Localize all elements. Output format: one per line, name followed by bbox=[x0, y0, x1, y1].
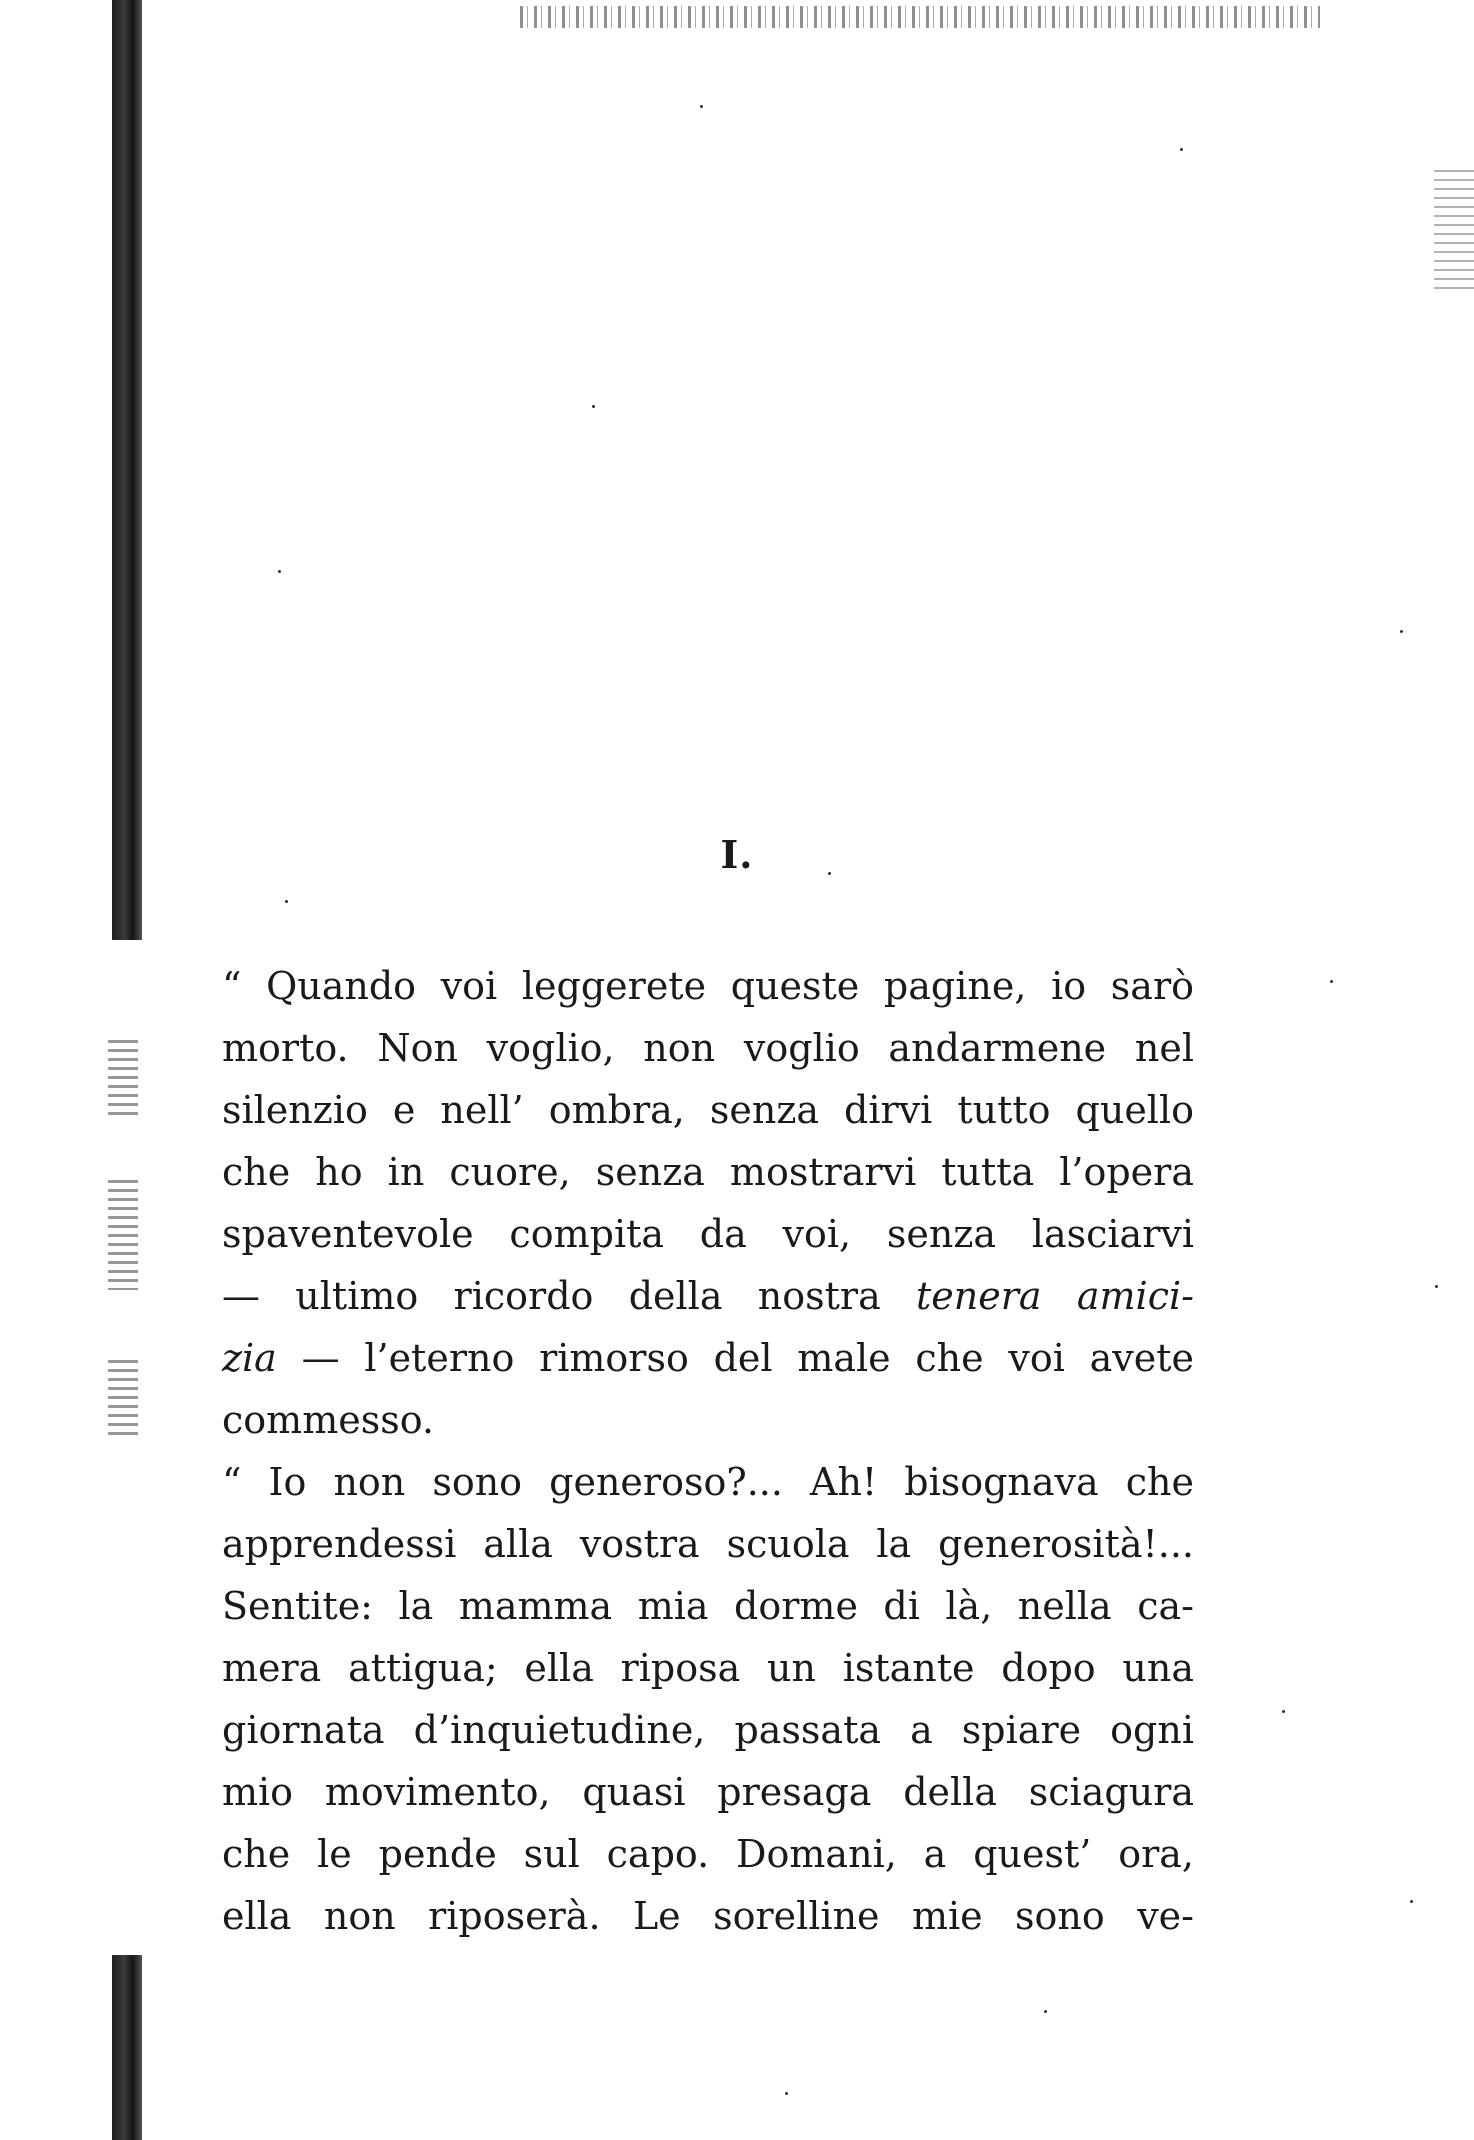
scan-speck bbox=[1180, 148, 1183, 151]
text-line-content: “ Io non sono generoso?... Ah! bisognava che bbox=[222, 1460, 1194, 1504]
scan-speck bbox=[1044, 2010, 1047, 2013]
italic-phrase: tenera amici- bbox=[916, 1274, 1194, 1318]
italic-phrase: zia bbox=[222, 1336, 277, 1380]
text-line-content: mera attigua; ella riposa un istante dopo una bbox=[222, 1646, 1194, 1690]
text-line bbox=[222, 1699, 1194, 1761]
binding-shadow-upper bbox=[112, 0, 142, 940]
text-line bbox=[222, 1823, 1194, 1885]
scan-speck bbox=[278, 570, 281, 573]
text-line-content: mio movimento, quasi presaga della sciagura bbox=[222, 1770, 1194, 1814]
text-line-content: — l’eterno rimorso del male che voi avete bbox=[276, 1336, 1194, 1380]
text-line-content: silenzio e nell’ ombra, senza dirvi tutto quello bbox=[222, 1088, 1194, 1132]
text-line-content: Sentite: la mamma mia dorme di là, nella ca- bbox=[222, 1584, 1194, 1628]
binding-shadow-lower bbox=[112, 1955, 142, 2140]
text-line-content: — ultimo ricordo della nostra bbox=[222, 1274, 917, 1318]
text-line-content: giornata d’inquietudine, passata a spiare ogni bbox=[222, 1708, 1194, 1752]
text-line bbox=[222, 1885, 1194, 1947]
scan-speck bbox=[1435, 1285, 1438, 1288]
text-line-content: morto. Non voglio, non voglio andarmene nel bbox=[222, 1026, 1194, 1070]
text-line-content: che le pende sul capo. Domani, a quest’ ora, bbox=[222, 1832, 1194, 1876]
text-line-content: che ho in cuore, senza mostrarvi tutta l’opera bbox=[222, 1150, 1194, 1194]
text-line bbox=[222, 955, 1194, 1017]
text-line-content: “ Quando voi leggerete queste pagine, io sarò bbox=[222, 964, 1194, 1008]
scan-speck bbox=[285, 900, 288, 903]
text-line bbox=[222, 1265, 1194, 1327]
text-line bbox=[222, 1513, 1194, 1575]
body-text bbox=[222, 955, 1194, 1947]
text-line bbox=[222, 1079, 1194, 1141]
text-line bbox=[222, 1575, 1194, 1637]
scan-noise-top bbox=[520, 6, 1320, 28]
scan-speck bbox=[1410, 1900, 1413, 1903]
scan-speck bbox=[1282, 1710, 1285, 1713]
text-line bbox=[222, 1327, 1194, 1389]
text-line bbox=[222, 1141, 1194, 1203]
binding-noise bbox=[108, 1180, 138, 1290]
text-line bbox=[222, 1017, 1194, 1079]
text-line bbox=[222, 1761, 1194, 1823]
text-line-content: ella non riposerà. Le sorelline mie sono ve- bbox=[222, 1894, 1194, 1938]
binding-noise bbox=[108, 1040, 138, 1120]
text-line bbox=[222, 1203, 1194, 1265]
scan-speck bbox=[1400, 630, 1403, 633]
scan-speck bbox=[1330, 980, 1333, 983]
text-line-content: spaventevole compita da voi, senza lasciarvi bbox=[222, 1212, 1194, 1256]
text-line bbox=[222, 1451, 1194, 1513]
text-line-content: commesso. bbox=[222, 1398, 435, 1442]
text-line bbox=[222, 1389, 1194, 1451]
scan-speck bbox=[785, 2092, 788, 2095]
scan-speck bbox=[592, 405, 595, 408]
text-line-content: apprendessi alla vostra scuola la generosità!... bbox=[222, 1522, 1194, 1566]
text-line bbox=[222, 1637, 1194, 1699]
scan-speck bbox=[700, 105, 703, 108]
scan-noise-right bbox=[1434, 170, 1474, 290]
chapter-number: I. bbox=[720, 832, 754, 877]
binding-noise bbox=[108, 1360, 138, 1440]
